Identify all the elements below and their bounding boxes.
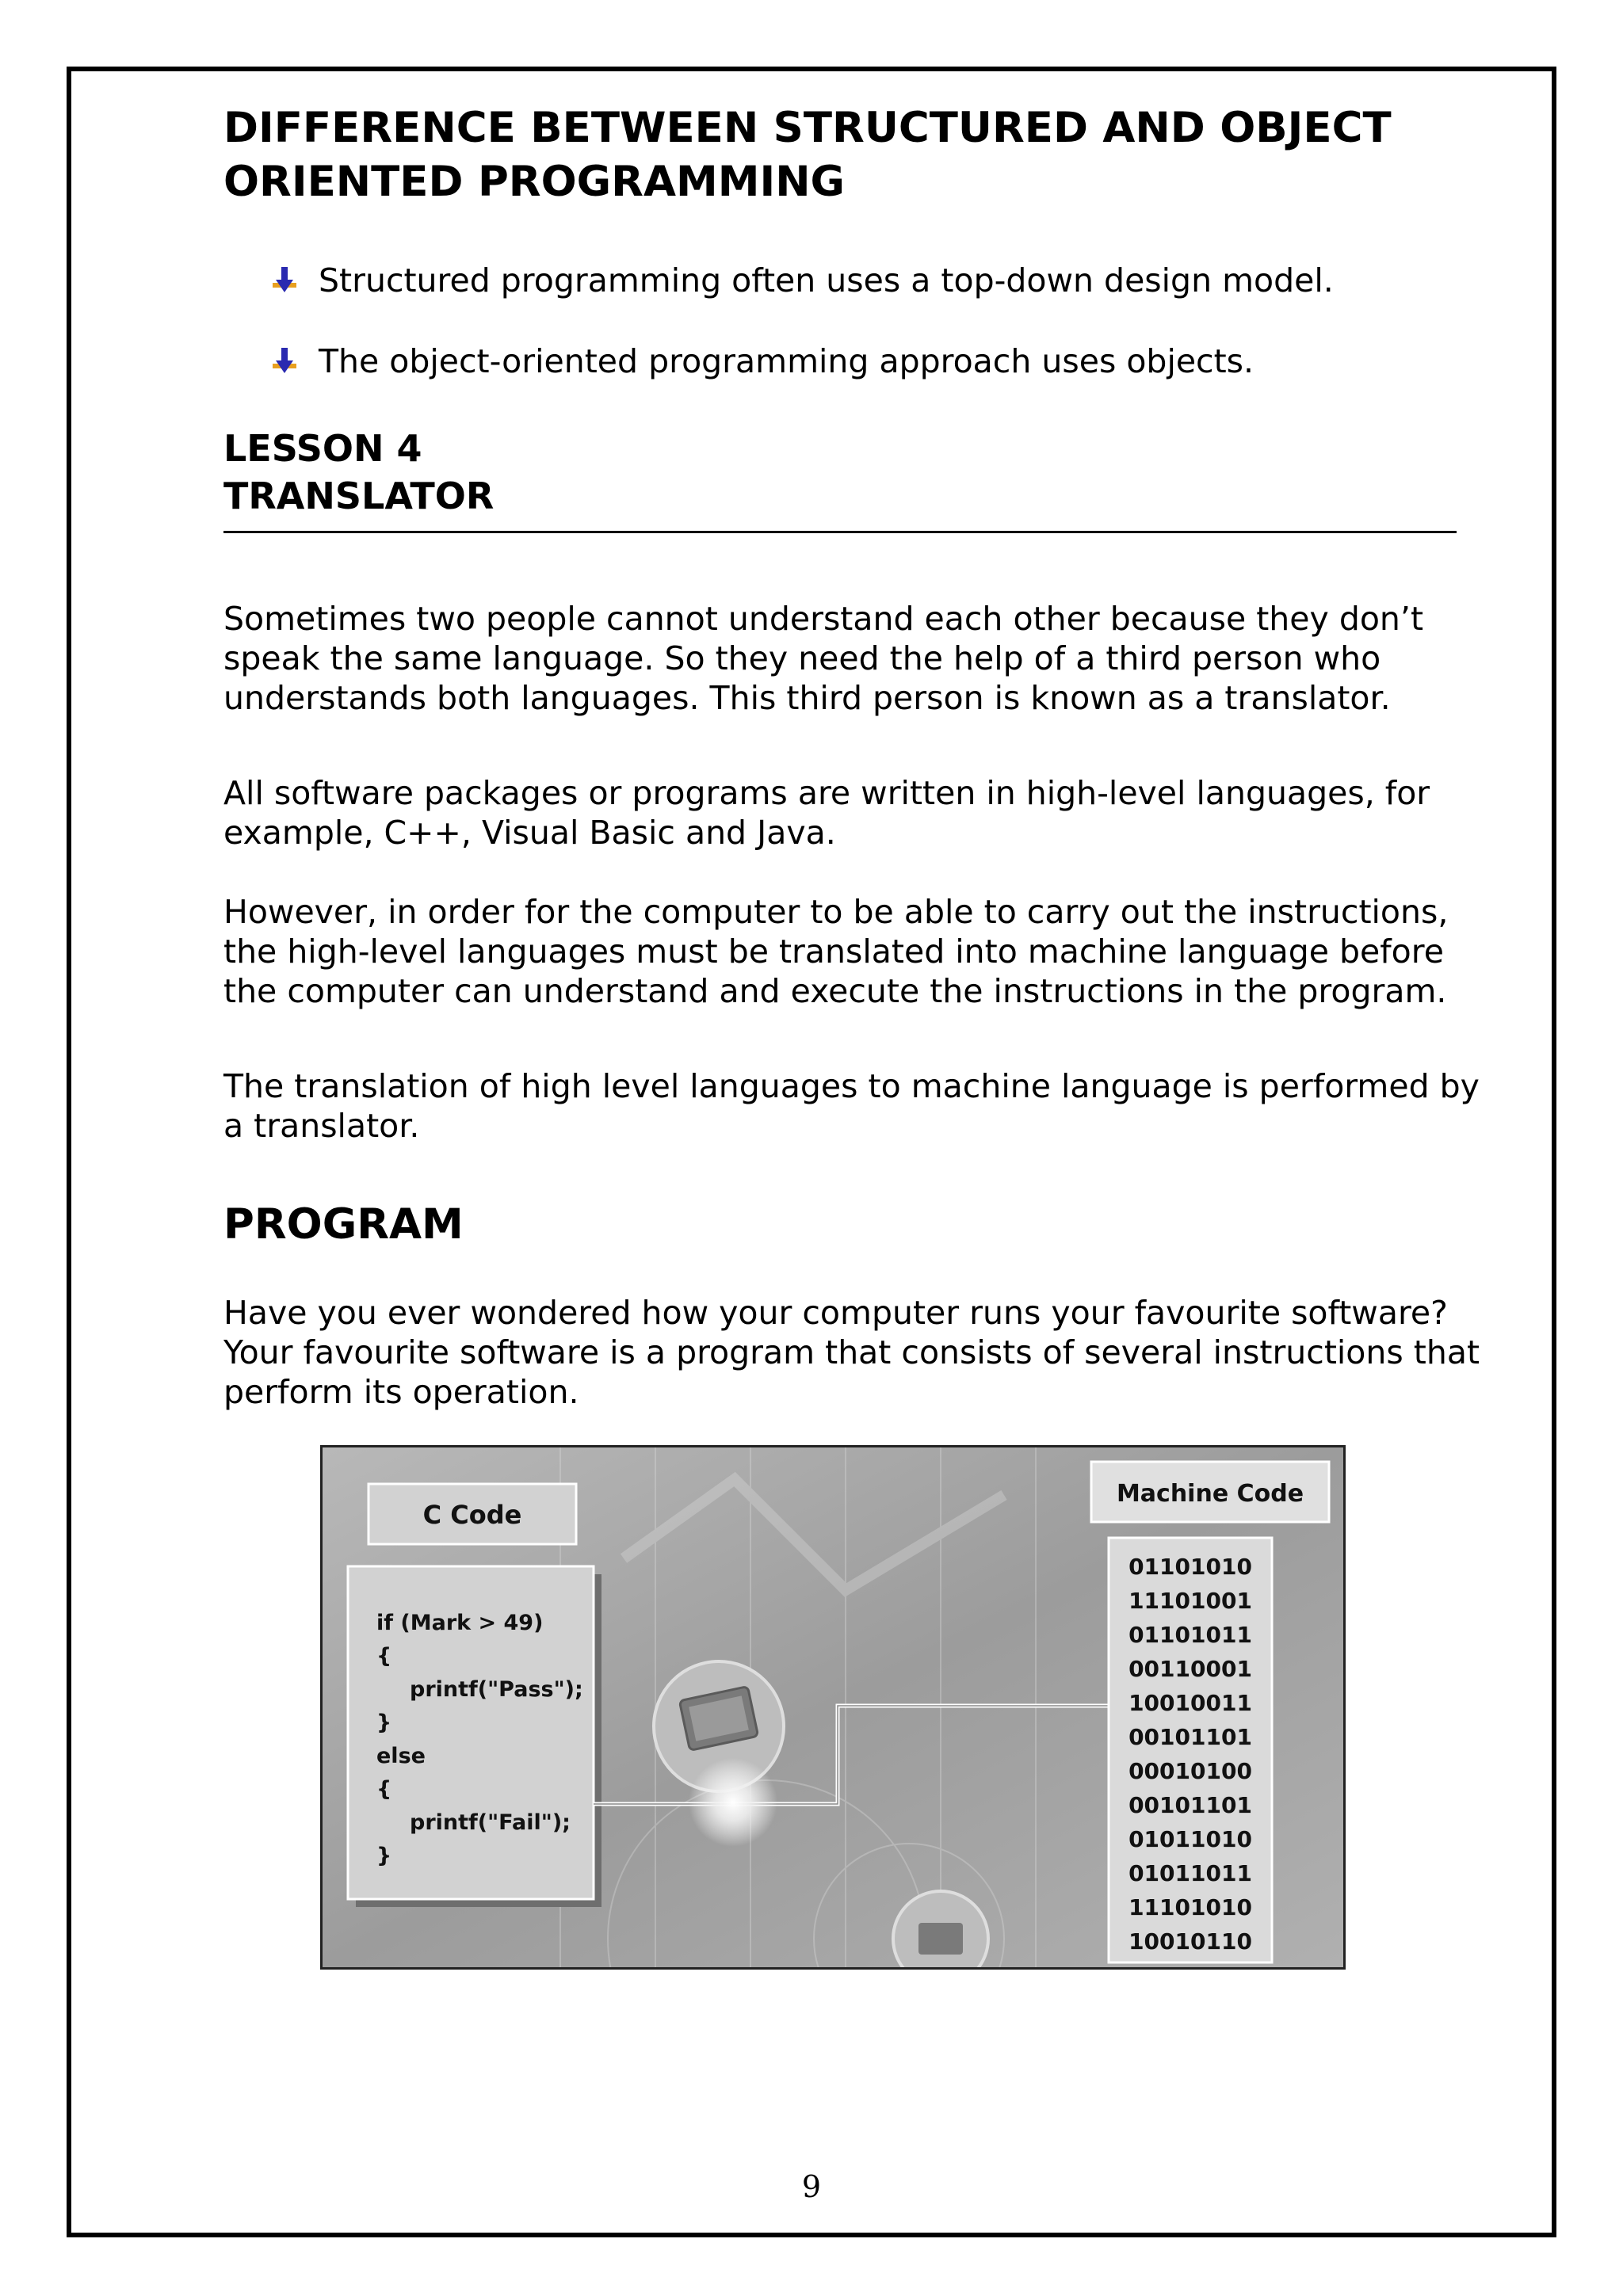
c-to-machine-code-illustration bbox=[323, 1447, 1343, 1967]
down-arrow-bullet-icon bbox=[269, 265, 300, 296]
machine-code-label-text: Machine Code bbox=[1116, 1480, 1304, 1508]
binary-line: 00010100 bbox=[1128, 1758, 1252, 1784]
binary-line: 00101101 bbox=[1128, 1792, 1252, 1818]
binary-line: 10010011 bbox=[1128, 1690, 1252, 1716]
page-number: 9 bbox=[801, 2169, 822, 2204]
c-code-label-text: C Code bbox=[422, 1500, 522, 1530]
heading-line-1: DIFFERENCE BETWEEN STRUCTURED AND OBJECT bbox=[223, 104, 1392, 152]
bullet-item-1 bbox=[269, 260, 1334, 301]
paragraph-1: Sometimes two people cannot understand each other because they don’t speak the same language. So they need the help of a third person who understands both languages. This third person is known as a translator. bbox=[223, 600, 1424, 717]
code-line: if (Mark > 49) bbox=[376, 1611, 544, 1635]
binary-line: 10010110 bbox=[1128, 1928, 1252, 1955]
lesson-number: LESSON 4 bbox=[223, 427, 422, 470]
translation-figure bbox=[320, 1445, 1346, 1970]
code-line: } bbox=[376, 1711, 392, 1735]
binary-line: 01011010 bbox=[1128, 1826, 1252, 1852]
c-code-label bbox=[369, 1484, 576, 1544]
lesson-title: TRANSLATOR bbox=[223, 475, 495, 517]
program-paragraph: Have you ever wondered how your computer runs your favourite software? Your favourite software is a program that consists of several instructions that perform its operation. bbox=[223, 1294, 1480, 1411]
bullet-text-2: The object-oriented programming approach uses objects. bbox=[319, 342, 1254, 380]
bullet-item-2 bbox=[269, 341, 1254, 382]
code-line: } bbox=[376, 1844, 392, 1868]
binary-line: 01101010 bbox=[1128, 1554, 1252, 1580]
heading-line-2: ORIENTED PROGRAMMING bbox=[223, 158, 846, 206]
bullet-text-1: Structured programming often uses a top-down design model. bbox=[319, 261, 1334, 299]
binary-line: 01011011 bbox=[1128, 1860, 1252, 1886]
glow-point bbox=[689, 1758, 777, 1847]
code-line: printf("Fail"); bbox=[410, 1810, 571, 1835]
machine-code-label bbox=[1091, 1462, 1329, 1522]
down-arrow-bullet-icon bbox=[269, 346, 300, 376]
machine-code-panel bbox=[1109, 1538, 1272, 1962]
binary-line: 11101010 bbox=[1128, 1894, 1252, 1920]
binary-line: 00110001 bbox=[1128, 1656, 1252, 1682]
code-line: else bbox=[376, 1744, 426, 1768]
code-line: { bbox=[376, 1644, 392, 1669]
program-heading: PROGRAM bbox=[223, 1200, 464, 1249]
lesson-heading bbox=[223, 425, 494, 520]
code-line: printf("Pass"); bbox=[410, 1677, 583, 1702]
divider bbox=[223, 531, 1457, 533]
c-code-panel bbox=[348, 1566, 601, 1907]
binary-line: 01101011 bbox=[1128, 1622, 1252, 1648]
paragraph-2: All software packages or programs are written in high-level languages, for example, C++, Visual Basic and Java. bbox=[223, 774, 1430, 852]
paragraph-3: However, in order for the computer to be able to carry out the instructions, the high-level languages must be translated into machine language before the computer can understand and execute the instructions in the program. bbox=[223, 893, 1449, 1010]
binary-line: 00101101 bbox=[1128, 1724, 1252, 1750]
binary-line: 11101001 bbox=[1128, 1588, 1252, 1614]
code-line: { bbox=[376, 1777, 392, 1802]
paragraph-4: The translation of high level languages to machine language is performed by a translator. bbox=[223, 1067, 1480, 1145]
section-heading bbox=[223, 101, 1523, 209]
